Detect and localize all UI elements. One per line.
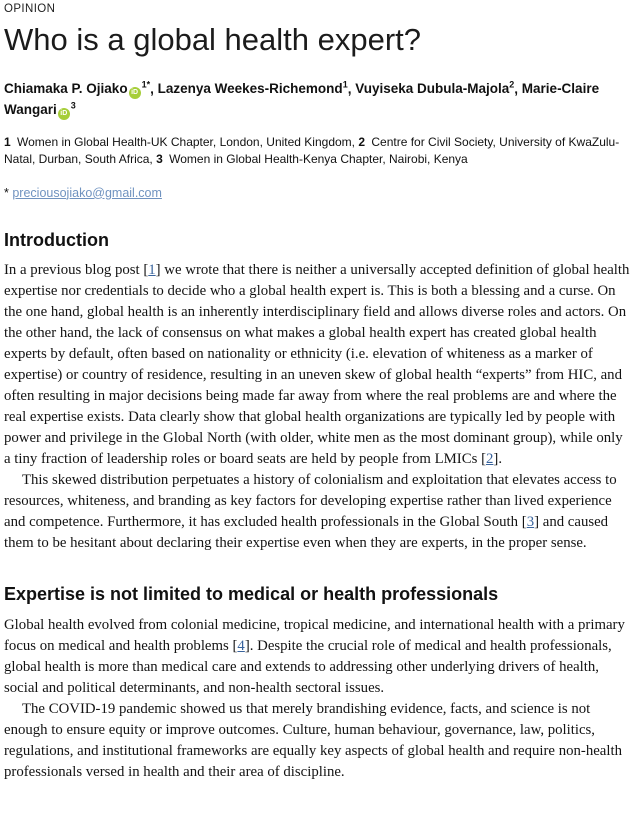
author-name: Chiamaka P. Ojiako $iD^{1*}$ [4,81,150,96]
affiliation-list: 1 Women in Global Health-UK Chapter, London, United Kingdom, 2 Centre for Civil Society, University of KwaZulu-Natal, Durban, South Africa, 3 Women in Global Health-Kenya Chapter, Nairobi, Kenya [4,134,620,166]
author-list: Chiamaka P. Ojiako $iD^{1*}$, Lazenya Weekes-Richemond$^1$, Vuyiseka Dubula-Majola$^2$, Marie-Claire Wangari $iD^3$ [4,79,631,120]
affiliation-number: 1 [4,134,11,149]
author-affiliation-superscript: 3 [70,100,76,111]
article-type-kicker: OPINION [4,3,56,15]
author-name: Vuyiseka Dubula-Majola$^2$ [355,79,515,97]
citation-link[interactable]: 1 [148,262,156,279]
section-heading: Introduction [4,229,109,250]
body-paragraph: The COVID-19 pandemic showed us that merely brandishing evidence, facts, and science is not enough to ensure equity or improve outcomes. Culture, human behaviour, governance, law, politics, regulations, and institutional frameworks are equally key aspects of global health and require non-health professionals versed in health and their area of discipline. [4,700,622,780]
author-affiliation-superscript: 1 [342,79,348,90]
citation-link[interactable]: 2 [486,451,494,468]
body-paragraph: Global health evolved from colonial medicine, tropical medicine, and international health with a primary focus on medical and health problems [4]. Despite the crucial role of medical and health professionals, global health is more than medical care and extends to addressing other underlying drivers of health, social and political determinants, and non-health sectoral issues. [4,616,625,696]
author-affiliation-superscript: 2 [509,79,515,90]
orcid-icon[interactable]: iD [58,108,70,120]
affiliation-number: 2 [358,134,366,149]
body-paragraph: This skewed distribution perpetuates a history of colonialism and exploitation that elevates access to resources, whiteness, and branding as key factors for developing expertise rather than lived experience and competence. Furthermore, it has excluded health professionals in the Global South [3] and caused them to be hesitant about declaring their expertise even when they are experts, in the proper sense. [4,472,617,552]
citation-link[interactable]: 3 [526,514,535,531]
correspondence-email-link[interactable]: preciousojiako@gmail.com [12,185,162,200]
author-name: Lazenya Weekes-Richemond$^1$ [157,79,348,97]
author-affiliation-superscript: 1* [141,79,151,90]
article-title: Who is a global health expert? [4,22,422,57]
correspondence-marker: * [4,185,9,200]
section-heading: Expertise is not limited to medical or health professionals [4,584,499,605]
article-body [4,229,631,783]
affiliation-number: 3 [156,151,163,166]
citation-link[interactable]: 4 [237,637,245,654]
orcid-icon[interactable]: iD [129,87,141,99]
author-name: Marie-Claire Wangari $iD^3$ [4,81,599,117]
body-paragraph: In a previous blog post [1] we wrote that there is neither a universally accepted definition of global health expertise nor credentials to decide who a global health expert is. This is both a blessing and a curse. On the one hand, global health is an inherently interdisciplinary field and allows diverse roles and actors. On the other hand, the lack of consensus on what makes a global health expert has created global health experts by default, often based on nationality or ethnicity (i.e. elevation of whiteness as a marker of expertise) or country of residence, resulting in an uneven skew of global health “experts” from HIC, and often resulting in major decisions being made far away from where the real problems are and where the real expertise exists. Data clearly show that global health organizations are typically led by people with power and privilege in the Global North (with older, white men as the most dominant group), while only a tiny fraction of leadership roles or board seats are held by people from LMICs [2]. [4,262,630,468]
correspondence-line [4,186,631,200]
